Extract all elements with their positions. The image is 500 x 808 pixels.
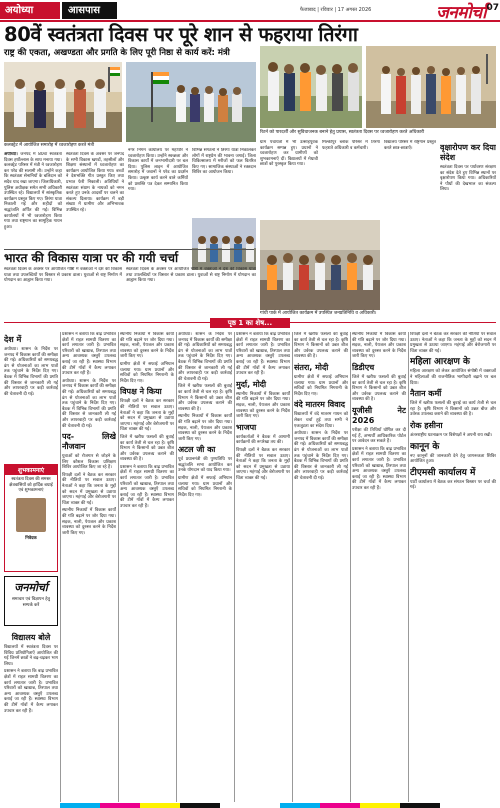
photo-gathering [260, 220, 380, 310]
bottom-col-2 [62, 332, 116, 802]
brand-ad [4, 576, 58, 626]
lead-photo-flag [126, 62, 256, 142]
section-body-text: स्वतंत्रता दिवस के अवसर पर आयोजित गोष्ठी में वक्ताओं ने देश की विकास यात्रा तथा उपलब्धियों पर विस्तार से प्रकाश डाला। युवाओं से राष्ट्र निर्माण में योगदान का आह्वान किया गया। [4, 267, 122, 284]
issue-line: फैजाबाद | रविवार | 17 अगस्त 2026 [300, 7, 372, 13]
c8-text-b: जिले में खरीफ फसलों की बुवाई का कार्य तेजी से चल रहा है। कृषि विभाग ने किसानों को उन्नत बीज और उर्वरक उपलब्ध कराने की व्यवस्था की है। [410, 401, 496, 418]
c5-text-b: विपक्षी दलों ने बैठक कर सरकार की नीतियों पर सवाल उठाए। नेताओं ने कहा कि जनता के मुद्दों को सदन में प्रमुखता से उठाया जाएगा। महंगाई और बेरोजगारी पर चिंता व्यक्त की गई। [236, 447, 290, 481]
section-tab-home[interactable]: अयोध्या [0, 2, 60, 19]
c4-head: मुर्दा, मोदी [236, 379, 267, 389]
c5-head2: वंदे मातरम विवाद [294, 400, 346, 410]
bottom-col-1b [4, 630, 58, 802]
c7-head: महिला आरक्षण के [410, 357, 470, 368]
c3-text-a: स्थानीय निकायों में विकास कार्यों की गति बढ़ाने पर जोर दिया गया। सड़क, नाली, पेयजल और प्रकाश व्यवस्था को दुरुस्त करने के निर्देश जारी किए गए। [120, 332, 174, 360]
bottom-col-5 [236, 332, 290, 802]
ad1-body: स्वतंत्रता दिवस की समस्त क्षेत्रवासियों को हार्दिक बधाई एवं शुभकामनाएं [9, 477, 53, 493]
photo-caption-3: विद्यालय परिसर में राष्ट्रगान प्रस्तुत करते छात्र-छात्राएँ। [384, 140, 436, 151]
color-bar-yellow [360, 803, 400, 808]
lead-photo-ceremony [4, 62, 122, 142]
ad1-name: निवेदक [25, 535, 37, 541]
column-rule [408, 332, 409, 802]
c1-bottom-text: विद्यालयों में स्वतंत्रता दिवस पर विविध प्रतियोगिताएँ आयोजित की गईं जिनमें छात्रों ने बढ़-चढ़कर भाग लिया। [4, 645, 58, 667]
mid-col3-text: विभिन्न संगठनों ने तिरंगा यात्रा निकालकर लोगों में राष्ट्रप्रेम की भावना जगाई। जिला चिकित्सालय में मरीजों को फल वितरित किए गए। सामाजिक संस्थाओं ने रक्तदान शिविर का आयोजन किया। [192, 148, 256, 176]
right-column-text-3 [384, 140, 436, 318]
c8-text: अंतरराष्ट्रीय घटनाक्रम पर विशेषज्ञों ने अपनी राय रखी। [410, 432, 493, 438]
column-rule [176, 332, 177, 802]
c4-text-c: स्थानीय निकायों में विकास कार्यों की गति बढ़ाने पर जोर दिया गया। सड़क, नाली, पेयजल और प्रकाश व्यवस्था को दुरुस्त करने के निर्देश जारी किए गए। [178, 414, 232, 442]
c7-head2: नैतान कर्मी [410, 389, 442, 399]
box-caption: कलक्ट्रेट में आयोजित समारोह में ध्वजारोहण करते मंत्री [4, 143, 95, 148]
column-rule [234, 332, 235, 802]
c2-text-c: विपक्षी दलों ने बैठक कर सरकार की नीतियों पर सवाल उठाए। नेताओं ने कहा कि जनता के मुद्दों को सदन में प्रमुखता से उठाया जाएगा। महंगाई और बेरोजगारी पर चिंता व्यक्त की गई। [62, 472, 116, 506]
photo-caption-1: मिल्कीपुर ब्लॉक परिसर में तिरंगा फहराते अधिकारी व कर्मचारी। [322, 140, 380, 151]
mid-col2-text: नगर निगम कार्यालय पर महापौर ने ध्वजारोहण किया। उन्होंने स्वच्छता और विकास कार्यों में जनभागीदारी पर बल दिया। पुलिस लाइन में आयोजित समारोह में जवानों ने परेड का प्रदर्शन किया। उत्कृष्ट कार्य करने वाले कर्मियों को प्रशस्ति पत्र देकर सम्मानित किया गया। [128, 148, 188, 193]
bottom-col-7 [352, 332, 406, 802]
right-column-text-2 [322, 140, 380, 218]
c7-text: महिला आरक्षण को लेकर आयोजित संगोष्ठी में वक्ताओं ने महिलाओं की राजनीतिक भागीदारी बढ़ाने पर बल दिया। [410, 369, 496, 386]
c3-head2: अटल जी का [178, 445, 216, 455]
c4-bottom: कार्यकर्ताओं ने बैठक में आगामी कार्यक्रमों की रूपरेखा तय की। [236, 434, 290, 446]
c8-text-a: विपक्षी दलों ने बैठक कर सरकार की नीतियों पर सवाल उठाए। नेताओं ने कहा कि जनता के मुद्दों को सदन में प्रमुखता से उठाया जाएगा। महंगाई और बेरोजगारी पर चिंता व्यक्त की गई। [410, 332, 496, 354]
c6-text-a: जिले में खरीफ फसलों की बुवाई का कार्य तेजी से चल रहा है। कृषि विभाग ने किसानों को उन्नत बीज और उर्वरक उपलब्ध कराने की व्यवस्था की है। [294, 332, 348, 360]
c3-text-b: ग्रामीण क्षेत्रों में सफाई अभियान चलाया गया। ग्राम प्रधानों और सचिवों को नियमित निगरानी के निर्देश दिए गए। [120, 361, 174, 384]
c2-head: पद- लिखे नौजवान [62, 432, 116, 452]
brand-logo: जनमोर्चा [436, 3, 486, 23]
c2-text-b: अयोध्या। शासन के निर्देश पर जनपद में विकास कार्यों की समीक्षा की गई। अधिकारियों को समयबद्ध ढंग से योजनाओं का लाभ पात्रों तक पहुंचाने के निर्देश दिए गए। बैठक में विभिन्न विभागों की प्रगति की विस्तार से जानकारी ली गई और लापरवाही पर कड़ी कार्रवाई की चेतावनी दी गई। [62, 378, 116, 429]
color-bar-magenta [100, 803, 140, 808]
c2-bottom: युवाओं को रोजगार से जोड़ने के लिए कौशल विकास प्रशिक्षण शिविर आयोजित किए जा रहे हैं। [62, 454, 116, 471]
mid-column-text-2 [128, 148, 188, 248]
bottom-col-3 [120, 332, 174, 802]
c7-bottom: नए कानूनों की जानकारी देने हेतु जागरूकता शिविर आयोजित हुआ। [410, 453, 496, 465]
column-rule [60, 332, 61, 802]
c5-text: ग्रामीण क्षेत्रों में सफाई अभियान चलाया गया। ग्राम प्रधानों और सचिवों को नियमित निगरानी के निर्देश दिए गए। [294, 374, 348, 397]
c7-head3: कानून के [410, 441, 440, 452]
column-rule [118, 332, 119, 802]
c7-bottom2: पार्टी कार्यालय में बैठक कर संगठन विस्तार पर चर्चा की गई। [410, 479, 496, 491]
color-bar-cyan [60, 803, 100, 808]
c7-text-a: स्थानीय निकायों में विकास कार्यों की गति बढ़ाने पर जोर दिया गया। सड़क, नाली, पेयजल और प्रकाश व्यवस्था को दुरुस्त करने के निर्देश जारी किए गए। [352, 332, 406, 360]
bottom-col-1 [4, 332, 58, 462]
divider [4, 249, 254, 250]
c1-text: अयोध्या। शासन के निर्देश पर जनपद में विकास कार्यों की समीक्षा की गई। अधिकारियों को समयबद्ध ढंग से योजनाओं का लाभ पात्रों तक पहुंचाने के निर्देश दिए गए। बैठक में विभिन्न विभागों की प्रगति की विस्तार से जानकारी ली गई और लापरवाही पर कड़ी कार्रवाई की चेतावनी दी गई। [4, 347, 58, 397]
c2-text: प्रशासन ने बताया कि बाढ़ प्रभावित क्षेत्रों में राहत सामग्री वितरण का कार्य लगातार जारी है। प्रभावित परिवारों को खाद्यान्न, तिरपाल तथा अन्य आवश्यक वस्तुएँ उपलब्ध कराई जा रही हैं। स्वास्थ्य विभाग की टीमें गाँवों में कैम्प लगाकर उपचार कर रही हैं। [62, 332, 116, 377]
c6-head2: यूजीसी नेट 2026 [352, 405, 406, 425]
left-body: जनपद में 80वां स्वतंत्रता दिवस हर्षोल्लास के साथ मनाया गया। कलक्ट्रेट परिसर में मंत्री ने ध्वजारोहण कर परेड की सलामी ली। उन्होंने कहा कि स्वतंत्रता सेनानियों के बलिदान को सदैव याद रखा जाएगा। जिलाधिकारी, पुलिस अधीक्षक समेत सभी अधिकारी उपस्थित रहे। विद्यालयों में सांस्कृतिक कार्यक्रम प्रस्तुत किए गए। तिरंगा यात्रा निकाली गई और शहीदों को श्रद्धांजलि अर्पित की गई। विभिन्न कार्यालयों में भी ध्वजारोहण किया गया तथा राष्ट्रगान का सामूहिक गायन हुआ। [4, 152, 62, 230]
ad1-title: शुभकामनाएं [5, 465, 57, 475]
right-column-text-4 [440, 140, 496, 318]
lead-subhead: राष्ट्र की एकता, अखण्डता और प्रगति के लिए पूरी निष्ठा से कार्य करें: मंत्री [4, 48, 230, 58]
c5-bottom: विद्यालयों में वंदे मातरम गायन को लेकर चर्चा हुई तथा सभी ने एकजुटता का संदेश दिया। [294, 412, 348, 429]
c7-head4: टीएमसी कार्यालय में [410, 467, 476, 478]
left-column-text-2 [66, 152, 124, 248]
c3-text: विपक्षी दलों ने बैठक कर सरकार की नीतियों पर सवाल उठाए। नेताओं ने कहा कि जनता के मुद्दों को सदन में प्रमुखता से उठाया जाएगा। महंगाई और बेरोजगारी पर चिंता व्यक्त की गई। [120, 399, 174, 433]
ad2-brand: जनमोर्चा [14, 581, 48, 594]
color-bar-black [180, 803, 220, 808]
col5-head: वृक्षारोपण कर दिया संदेश [440, 143, 496, 162]
lead-photo-officials [260, 46, 362, 128]
section-body-2 [126, 267, 256, 317]
color-bar-black [400, 803, 440, 808]
c4-text-d: ग्रामीण क्षेत्रों में सफाई अभियान चलाया गया। ग्राम प्रधानों और सचिवों को नियमित निगरानी के निर्देश दिए गए। [178, 476, 232, 498]
ad1-portrait [16, 498, 46, 532]
bottom-col-4 [178, 332, 232, 802]
mid-col4-text: ग्राम पंचायतों में भी उत्साहपूर्वक कार्यक्रम सम्पन्न हुए। प्रधानों ने ध्वजारोहण कर ग्रामीणों को शुभकामनाएँ दीं। विद्यालयों में मेधावी छात्रों को पुरस्कृत किया गया। [260, 140, 318, 168]
page-number: 07 [486, 3, 499, 13]
c5-head: संतरा, मोदी [294, 362, 329, 372]
section-body [4, 267, 122, 317]
c4-text: स्थानीय निकायों में विकास कार्यों की गति बढ़ाने पर जोर दिया गया। सड़क, नाली, पेयजल और प्रकाश व्यवस्था को दुरुस्त करने के निर्देश जारी किए गए। [236, 391, 290, 420]
mid-col1-text: स्वतंत्रता दिवस के अवसर पर जनपद के सभी विकास खण्डों, तहसीलों और शिक्षण संस्थानों में ध्वजारोहण का कार्यक्रम आयोजित किया गया। बच्चों ने देशभक्ति गीत प्रस्तुत किए तथा प्रभात फेरी निकाली। अतिथियों ने स्वतंत्रता संग्राम के नायकों को नमन करते हुए उनके आदर्शों पर चलने का संकल्प दिलाया। कार्यक्रम में बड़ी संख्या में ग्रामीण और अभिभावक उपस्थित रहे। [66, 152, 124, 213]
ad2-body: समाचार एवं विज्ञापन हेतु सम्पर्क करें [12, 597, 50, 608]
column-rule [350, 332, 351, 802]
section-body-text-2: स्वतंत्रता दिवस के अवसर पर आयोजित गोष्ठी में वक्ताओं ने देश की विकास यात्रा तथा उपलब्धियों पर विस्तार से प्रकाश डाला। युवाओं से राष्ट्र निर्माण में योगदान का आह्वान किया गया। [126, 267, 256, 284]
c5-text-a: प्रशासन ने बताया कि बाढ़ प्रभावित क्षेत्रों में राहत सामग्री वितरण का कार्य लगातार जारी है। प्रभावित परिवारों को खाद्यान्न, तिरपाल तथा अन्य आवश्यक वस्तुएँ उपलब्ध कराई जा रही हैं। स्वास्थ्य विभाग की टीमें गाँवों में कैम्प लगाकर उपचार कर रही हैं। [236, 332, 290, 377]
section-headline: भारत की विकास यात्रा पर की गयी चर्चा [4, 251, 179, 265]
bottom-col-6 [294, 332, 348, 802]
c8-head: रोक हसीना [410, 420, 443, 430]
bottom-col-8 [410, 332, 496, 802]
left-intro: अयोध्या। [4, 152, 18, 157]
c4-head2: भाजपा [236, 422, 257, 432]
c3-bottom: पूर्व प्रधानमंत्री की पुण्यतिथि पर श्रद्धांजलि सभा आयोजित कर उनके योगदान को याद किया गया। [178, 457, 232, 474]
c3-head: विपक्ष ने किया [120, 387, 162, 397]
masthead [0, 0, 500, 22]
c6-head: डिडीएच [352, 362, 375, 372]
left-column-text [4, 152, 62, 248]
column-rule [292, 332, 293, 802]
color-bar-yellow [140, 803, 180, 808]
c4-text-b: जिले में खरीफ फसलों की बुवाई का कार्य तेजी से चल रहा है। कृषि विभाग ने किसानों को उन्नत बीज और उर्वरक उपलब्ध कराने की व्यवस्था की है। [178, 384, 232, 412]
c6-text: जिले में खरीफ फसलों की बुवाई का कार्य तेजी से चल रहा है। कृषि विभाग ने किसानों को उन्नत बीज और उर्वरक उपलब्ध कराने की व्यवस्था की है। [352, 374, 406, 403]
lead-photo-parade [366, 46, 496, 128]
right-column-text-1 [260, 140, 318, 218]
continued-banner: पृष्ठ 1 का शेष... [210, 318, 290, 328]
c7-text-b: प्रशासन ने बताया कि बाढ़ प्रभावित क्षेत्रों में राहत सामग्री वितरण का कार्य लगातार जारी है। प्रभावित परिवारों को खाद्यान्न, तिरपाल तथा अन्य आवश्यक वस्तुएँ उपलब्ध कराई जा रही हैं। स्वास्थ्य विभाग की टीमें गाँवों में कैम्प लगाकर उपचार कर रही हैं। [352, 446, 406, 491]
color-bar-cyan [280, 803, 320, 808]
c1-extra: प्रशासन ने बताया कि बाढ़ प्रभावित क्षेत्रों में राहत सामग्री वितरण का कार्य लगातार जारी है। प्रभावित परिवारों को खाद्यान्न, तिरपाल तथा अन्य आवश्यक वस्तुएँ उपलब्ध कराई जा रही हैं। स्वास्थ्य विभाग की टीमें गाँवों में कैम्प लगाकर उपचार कर रही हैं। [4, 669, 58, 714]
col5-text: स्वतंत्रता दिवस पर पर्यावरण संरक्षण का संदेश देते हुए विभिन्न स्थानों पर वृक्षारोपण किया गया। अधिकारियों ने पौधों की देखभाल का संकल्प लिया। [440, 165, 496, 193]
c2-text-d: स्थानीय निकायों में विकास कार्यों की गति बढ़ाने पर जोर दिया गया। सड़क, नाली, पेयजल और प्रकाश व्यवस्था को दुरुस्त करने के निर्देश जारी किए गए। [62, 508, 116, 536]
color-bar-magenta [320, 803, 360, 808]
c3-text-d: प्रशासन ने बताया कि बाढ़ प्रभावित क्षेत्रों में राहत सामग्री वितरण का कार्य लगातार जारी है। प्रभावित परिवारों को खाद्यान्न, तिरपाल तथा अन्य आवश्यक वस्तुएँ उपलब्ध कराई जा रही हैं। स्वास्थ्य विभाग की टीमें गाँवों में कैम्प लगाकर उपचार कर रही हैं। [120, 464, 174, 510]
c6-text-b: अयोध्या। शासन के निर्देश पर जनपद में विकास कार्यों की समीक्षा की गई। अधिकारियों को समयबद्ध ढंग से योजनाओं का लाभ पात्रों तक पहुंचाने के निर्देश दिए गए। बैठक में विभिन्न विभागों की प्रगति की विस्तार से जानकारी ली गई और लापरवाही पर कड़ी कार्रवाई की चेतावनी दी गई। [294, 431, 348, 481]
c6-bottom: परीक्षा की तिथियाँ घोषित कर दी गई हैं, अभ्यर्थी आधिकारिक पोर्टल पर आवेदन कर सकते हैं। [352, 427, 406, 445]
lead-headline: 80वें स्वतंत्रता दिवस पर पूरे शान से फहराया तिरंगा [4, 23, 358, 46]
c3-text-c: जिले में खरीफ फसलों की बुवाई का कार्य तेजी से चल रहा है। कृषि विभाग ने किसानों को उन्नत बीज और उर्वरक उपलब्ध कराने की व्यवस्था की है। [120, 434, 174, 463]
c4-text-a: अयोध्या। शासन के निर्देश पर जनपद में विकास कार्यों की समीक्षा की गई। अधिकारियों को समयबद्ध ढंग से योजनाओं का लाभ पात्रों तक पहुंचाने के निर्देश दिए गए। बैठक में विभिन्न विभागों की प्रगति की विस्तार से जानकारी ली गई और लापरवाही पर कड़ी कार्रवाई की चेतावनी दी गई। [178, 332, 232, 382]
c1-head: देश में [4, 335, 22, 344]
photo-caption-2: रिटर्न को पारदर्शी और सुविधाजनक बनाने हेतु प्रयास, स्वतंत्रता दिवस पर ध्वजारोहण करते अधिकारी [260, 130, 425, 135]
greeting-ad [4, 464, 58, 572]
section-tab-local[interactable]: आसपास [62, 2, 117, 19]
c1-bottom-head: विद्यालय बोले [11, 633, 51, 642]
photo-caption-4: गांधी पार्क में आयोजित कार्यक्रम में उपस्थित जनप्रतिनिधि व अधिकारी। [260, 311, 377, 316]
